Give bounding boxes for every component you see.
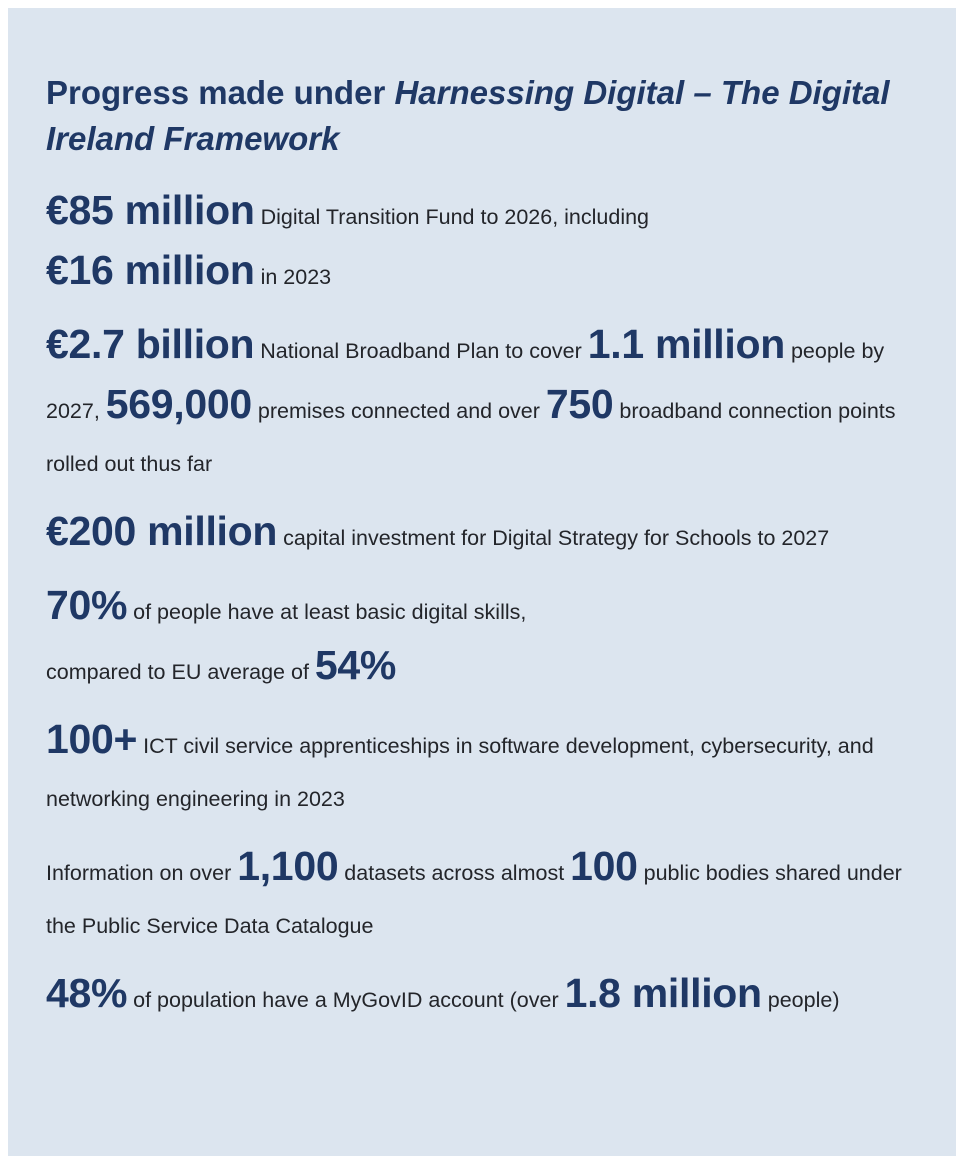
title-framework-name: Harnessing Digital – The Digital Ireland Framework: [46, 74, 890, 157]
stat-text: premises connected and over: [251, 399, 546, 423]
stat-text: datasets across almost: [338, 861, 571, 885]
stat-figure: 100: [570, 843, 638, 889]
stat-figure: €2.7 billion: [46, 321, 255, 367]
panel-title: [46, 70, 926, 162]
stat-text: in 2023: [254, 265, 332, 289]
stat-figure: 1.1 million: [587, 321, 785, 367]
stat-item: [46, 318, 926, 491]
stat-item: [46, 967, 926, 1027]
stat-item: [46, 840, 926, 953]
stat-figure: 54%: [314, 642, 397, 688]
stat-text: people by 2027,: [46, 339, 885, 423]
info-panel: [8, 8, 956, 1156]
stat-item: [46, 505, 926, 565]
stat-figure: €85 million: [46, 187, 255, 233]
stat-text: Digital Transition Fund to 2026, including: [254, 205, 650, 229]
stat-text: capital investment for Digital Strategy for Schools to 2027: [277, 526, 830, 550]
stat-text: of population have a MyGovID account (over: [127, 988, 565, 1012]
stat-text: of people have at least basic digital skills,: [127, 600, 527, 624]
stat-figure: 1,100: [237, 843, 339, 889]
panel-content: [46, 70, 926, 1041]
stat-item: [46, 713, 926, 826]
stat-text: National Broadband Plan to cover: [254, 339, 588, 363]
title-prefix: Progress made under: [46, 74, 395, 111]
stats-list: [46, 184, 926, 1027]
stat-figure: 750: [545, 381, 614, 427]
stat-figure: 1.8 million: [564, 970, 762, 1016]
stat-figure: 70%: [46, 582, 128, 628]
stat-text: people): [761, 988, 840, 1012]
stat-text: compared to EU average of: [46, 660, 315, 684]
stat-figure: €200 million: [46, 508, 278, 554]
stat-figure: 100+: [46, 716, 138, 762]
stat-text: public bodies shared under the Public Service Data Catalogue: [46, 861, 902, 938]
stat-item: [46, 184, 926, 304]
stat-figure: 48%: [46, 970, 128, 1016]
stat-text: broadband connection points rolled out thus far: [46, 399, 896, 476]
stat-item: [46, 579, 926, 699]
stat-text: ICT civil service apprenticeships in software development, cybersecurity, and networking engineering in 2023: [46, 734, 874, 811]
stat-figure: €16 million: [46, 247, 255, 293]
stat-text: Information on over: [46, 861, 238, 885]
stat-figure: 569,000: [105, 381, 252, 427]
